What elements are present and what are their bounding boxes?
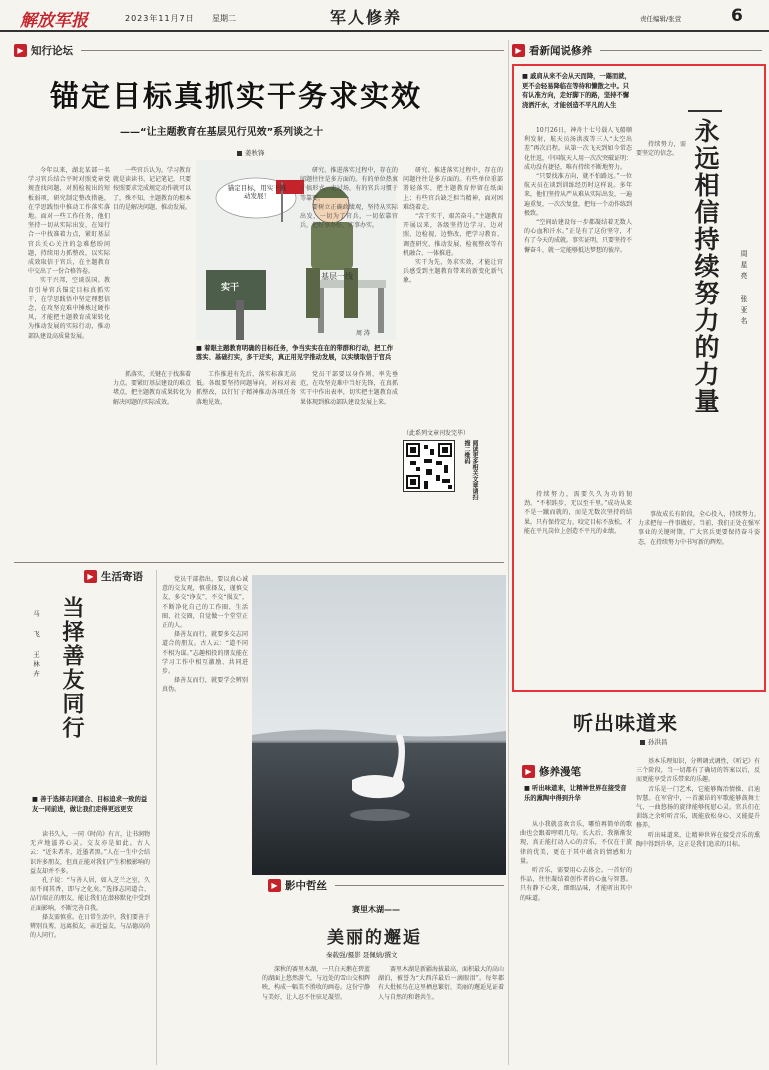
cartoon-credit: 周 涛 bbox=[356, 330, 370, 337]
forum-body-col7: 研究、推进落实过程中，存在的问题往往是多方面的。有些单位重部署轻落实，把主题教育停留在纸面上；有些官兵缺乏担当精神，面对困难绕着走。 “苦干实干，艰苦奋斗。”主题教育开展以来，各级坚持边学习、边对照、边检视、边整改，把学习教育、调查研究、推动发展、检视整改等有机融合、一体推进。 实干为先，务求实效，才能让官兵感受到主题教育带来的新变化新气象。 bbox=[403, 167, 503, 285]
masthead-paper-name: 解放军报 bbox=[20, 11, 88, 31]
shadow-title: 美丽的邂逅 bbox=[327, 928, 422, 948]
forum-body-col3: 抓落实，关键在于找准着力点。要紧盯基层建设的难点堵点，把主题教育成果转化为解决问题的实际成效。 bbox=[113, 371, 191, 406]
page-number: 6 bbox=[731, 6, 743, 26]
life-body-col2: 党员干部指出，要以真心诚意的交友观，慎重择友，谨慎交友，多交“诤友”，不交“损友”，不断净化自己的工作圈、生活圈、社交圈，自觉做一个堂堂正正的人。 择善友而行，就要多交志同道合的朋友。古人云：“道不同不相为谋。”志趣相投的朋友能在学习工作中相互激励、共同进步。 择善友而行，就要学会辨别真伪。 bbox=[162, 576, 248, 694]
cartoon-sign-bottom: 实干 bbox=[221, 283, 240, 293]
newbook-body-col4: 事故成长有阶段，全心投入，持续努力，力求把每一件事做好。当前，我们正处在强军事业的关键时期，广大官兵更要保持奋斗姿态，在持续努力中书写新的辉煌。 bbox=[638, 511, 760, 546]
column-marker-icon: ▶ bbox=[84, 570, 97, 583]
forum-body-col1: 今年以来，湖北某部一名学习官兵结合平时对照党章党规查找问题，对照检视出的短板弱项，研究制定整改措施，在学思践悟中推动工作落实落地。面对一些工作任务，他们坚持一切从实际出发，在知行合一中找准着力点，紧盯基层官兵关心关注的急难愁盼问题，持续用力抓整改，以实际成效取信于官兵，在主题教育中交出了一份合格答卷。 实干兴邦，空谈误国。教育引导官兵锚定目标真抓实干，在学思践悟中坚定理想信念，在攻坚克难中锤炼过硬作风，才能把主题教育成果转化为推动发展的实际行动，推动部队建设高质量发展。 bbox=[28, 167, 110, 340]
forum-subtitle: ——“让主题教育在基层见行见效”系列谈之十 bbox=[120, 127, 324, 138]
music-lead: ■ 听出味道来，让精神世界在接受音乐的熏陶中得到升华 bbox=[524, 785, 627, 802]
divider bbox=[335, 885, 504, 886]
newbook-title-bracket-top bbox=[688, 110, 722, 112]
newbook-section-header bbox=[512, 43, 762, 58]
newbook-body-col1: 10月26日，神舟十七号载人飞船顺利发射，航天员汤洪波等三人“太空出差”再次启程。从第一次飞天到如今常态化往返，中国航天人用一次次突破证明：成功没有捷径，唯有持续不断地努力。 “只要找准方向，就不怕路远。”一位航天员在谈到训练经历时这样说。多年来，他们坚持从严从难从实际出发，一遍遍重复，一次次复盘，把每一个动作练到极致。 “空间站建设每一步都凝结着无数人的心血和汗水。”正是有了这份坚守，才有了今天的成就。事实证明，只要坚持不懈奋斗，就一定能够抵达梦想的彼岸。 bbox=[524, 127, 632, 254]
shadow-credit: 秦载强/摄影 聂佩婧/撰文 bbox=[326, 951, 398, 959]
editor-credit: 责任编辑/张萱 bbox=[640, 15, 682, 23]
qr-code-icon bbox=[404, 441, 454, 491]
column-marker-icon: ▶ bbox=[268, 879, 281, 892]
qr-caption: 阅读更多相关文章请扫描二维码 bbox=[463, 440, 478, 500]
masthead-weekday: 星期二 bbox=[212, 14, 236, 23]
byline-square-icon bbox=[640, 740, 645, 745]
life-lead: ■ 善于选择志同道合、目标追求一致的益友一同前进，做让我们走得更远更安 bbox=[32, 796, 148, 813]
shadow-body-col1: 深秋的赛里木湖，一只白天鹅在碧蓝的湖面上悠然游弋，与远处的雪山交相辉映，构成一幅美不胜收的画卷。这份宁静与美好，让人忍不住驻足凝望。 bbox=[262, 966, 370, 1001]
life-title: 当择善友同行 bbox=[59, 596, 84, 740]
column-marker-icon: ▶ bbox=[14, 44, 27, 57]
cartoon-caption: ■ 着眼主题教育明确的目标任务，争当实实在在的带群和行动，把工作落实、基础打实，多干迂实，真正用见宇推动发展，以实绩取信于官兵 bbox=[196, 345, 394, 361]
music-body-col2: 基本乐理知识，分辨调式调性，《听记》有三个阶段，当一切都有了确切的答案以后，反而更能享受音乐带来的乐趣。 音乐是一门艺术，它能够陶冶情操、启迪智慧。在军营中，一首激昂的军歌能够鼓舞士气，一曲悠扬的旋律能够抚慰心灵。官兵们在训练之余听听音乐，既能放松身心，又能提升修养。 听出味道来，让精神世界在接受音乐的熏陶中得到升华，这正是我们追求的目标。 bbox=[636, 758, 760, 848]
masthead-date: 2023年11月7日 bbox=[125, 14, 195, 23]
music-author: 孙洪昌 bbox=[648, 738, 668, 746]
cartoon-sign-top: 基层一线 bbox=[321, 272, 353, 281]
forum-column-label: 知行论坛 bbox=[31, 45, 73, 57]
music-body-col1: 从小我就喜欢音乐，哪怕再简单的歌曲也会跟着哼唱几句。长大后，我渐渐发现，真正能打动人心的音乐，不仅在于旋律的优美，更在于其中蕴含的情感和力量。 听音乐，需要用心去体会。一首好的作品，往往凝结着创作者的心血与智慧。只有静下心来，细细品味，才能听出其中的味道。 bbox=[520, 821, 632, 902]
top-section-rule bbox=[14, 562, 504, 563]
shadow-column-label: 影中哲丝 bbox=[285, 880, 327, 892]
forum-body-col5: 研究、推进落实过程中，存在的问题往往是多方面的。有的单位热衷于搞形式、走过场，有的官兵习惯于等靠要。 要树立正确政绩观，坚持从实际出发，一切为了官兵，一切依靠官兵，把好事办好、实事办实。 bbox=[300, 167, 398, 230]
life-column-label: 生活寄语 bbox=[101, 571, 143, 583]
column-divider bbox=[508, 40, 509, 1065]
life-author: 马 飞 王林卉 bbox=[32, 610, 40, 680]
byline-square-icon bbox=[237, 151, 242, 156]
column-marker-icon: ▶ bbox=[522, 765, 535, 778]
divider bbox=[81, 50, 504, 51]
lake-photo bbox=[252, 575, 506, 875]
section-name: 军人修养 bbox=[330, 8, 403, 27]
divider bbox=[600, 50, 762, 51]
life-body-col1: 读书久入，一同《时尚》有言，让书润物无声地滋养心灵。交友亦是如此。古人云：“近朱者赤，近墨者黑。”人在一生中会结识许多朋友，但真正能对我们产生积极影响的益友却并不多。 孔子说：“与善人居，如入芝兰之室，久而不闻其香，即与之化矣。”选择志同道合、品行端正的朋友，能让我们在潜移默化中受到正面影响，不断完善自我。 择友需慎重。在日常生活中，我们要善于辨别良莠，远离损友，亲近益友，与品德高尚的人同行。 bbox=[30, 831, 150, 940]
swan-lake-image bbox=[252, 575, 506, 875]
forum-section-header bbox=[14, 43, 504, 58]
shadow-body-col2: 赛里木湖是新疆海拔最高、面积最大的高山湖泊，被誉为“大西洋最后一滴眼泪”。每年都有大批候鸟在这里栖息繁衍，美丽的邂逅见证着人与自然的和谐共生。 bbox=[378, 966, 504, 1001]
music-section-header bbox=[522, 764, 632, 779]
forum-body-col2: 一些官兵认为，学习教育就是读读书、记记笔记，只要按照要求完成规定动作就可以了，殊不知，主题教育的根本目的是解决问题、推动发展。 bbox=[113, 167, 191, 211]
newbook-column-label: 看新闻说修养 bbox=[529, 45, 592, 57]
shadow-section-header bbox=[268, 878, 504, 893]
masthead bbox=[0, 0, 769, 32]
forum-headline: 锚定目标真抓实干务求实效 bbox=[50, 79, 423, 113]
music-byline bbox=[640, 737, 668, 746]
newbook-lead: ■ 戚肩从来不会从天而降，一踢而就，更不会轻易降临在等待和懒散之中。只有认准方向，走好脚下的路，坚持不懈浇洒汗水，才能创造不平凡的人生 bbox=[522, 73, 631, 109]
cartoon-speech: 锚定目标，用实干推动发展！ bbox=[227, 184, 287, 200]
forum-body-col6: 党员干部要以身作则、率先垂范，在攻坚克难中当好先锋，在真抓实干中作出表率，切实把主题教育成果体现到推动部队建设发展上来。 bbox=[300, 371, 398, 406]
column-marker-icon: ▶ bbox=[512, 44, 525, 57]
forum-body-col4: 工作推进有先后，落实标准无高低。各级要坚持问题导向，对标对表抓整改，以钉钉子精神推动各项任务落地见效。 bbox=[196, 371, 296, 406]
newbook-body-col3: 持续努力，需要久久为功的韧劲。“不积跬步，无以至千里。”成功从来不是一蹴而就的，而是无数次坚持的结果。只有保持定力，咬定目标不放松，才能在平凡岗位上创造不平凡的业绩。 bbox=[524, 491, 632, 535]
series-end-note: （此系列文章刊发完毕） bbox=[403, 430, 470, 437]
forum-byline bbox=[237, 148, 265, 157]
music-title: 听出味道来 bbox=[573, 711, 678, 735]
newbook-title: 永远相信持续努力的力量 bbox=[691, 118, 720, 415]
newbook-body-col2: 持续努力，需要坚定的信念。 bbox=[636, 141, 686, 158]
column-divider bbox=[156, 570, 157, 1065]
forum-author: 姜秋锋 bbox=[245, 149, 265, 157]
newbook-authors: 周星亮 张亚名 bbox=[740, 250, 748, 328]
music-column-label: 修养漫笔 bbox=[539, 766, 581, 778]
shadow-subtitle: 赛里木湖—— bbox=[352, 905, 400, 914]
qr-code[interactable] bbox=[403, 440, 455, 492]
